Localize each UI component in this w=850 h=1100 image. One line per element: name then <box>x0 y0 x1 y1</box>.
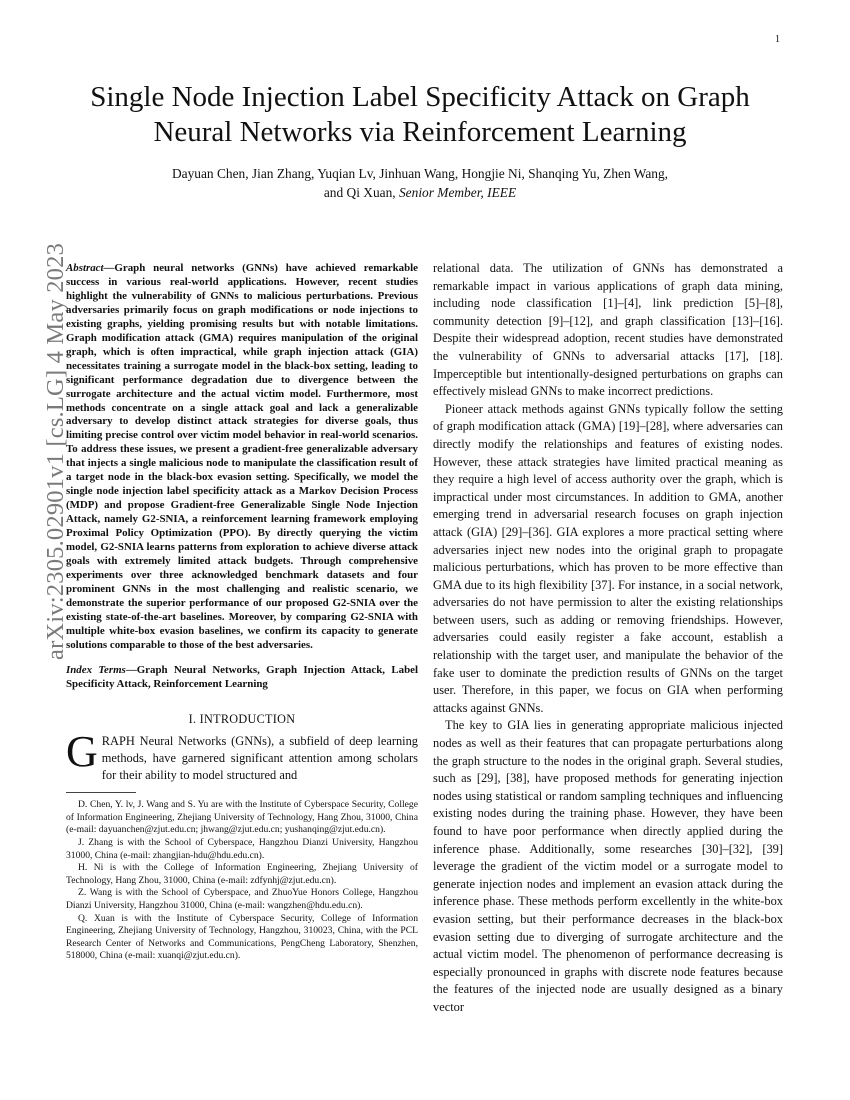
body-paragraph: Pioneer attack methods against GNNs typically follow the setting of graph modification attack (GMA) [19]–[28], where adversaries can directly modify the relationships and features of existing nodes. However, these attack strategies have limited practical meaning as they require a high level of access authority over the graph, which is impractical under most circumstances. In addition to GMA, another emerging trend in adversarial research focuses on graph injection attack (GIA) [29]–[36]. GIA explores a more practical setting where adversaries inject new nodes into the original graph to propagate malicious perturbations, which has proven to be more effective than GMA due to its high flexibility [37]. For instance, in a social network, adversaries do not have permission to alter the existing relationships between users, such as adding or removing friendships. However, adversaries could easily register a fake account, establish a relationship with the target user, and manipulate the behavior of the fake user to dominate the prediction results of GNNs on the target user. Therefore, in this paper, we focus on GIA when performing attacks against GNNs. <box>433 401 783 715</box>
footnote: D. Chen, Y. lv, J. Wang and S. Yu are with the Institute of Cyberspace Security, College of Information Engineering, Zhejiang University of Technology, Hang Zhou, 31000, China (e-mail: dayuanchen@zjut.edu.cn; jhwang@zjut.edu.cn; yushanqing@zjut.edu.cn). <box>66 799 418 836</box>
abstract-text: Graph neural networks (GNNs) have achieved remarkable success in various real-world applications. However, recent studies highlight the vulnerability of GNNs to malicious perturbations. Previous adversaries primarily focus on graph modifications or node injections to existing graphs, yielding promising results but with notable limitations. Graph modification attack (GMA) requires manipulation of the original graph, which is often impractical, while graph injection attack (GIA) necessitates training a surrogate model in the black-box setting, leading to significant performance degradation due to divergence between the surrogate architecture and the actual victim model. Furthermore, most methods concentrate on a single attack goal and lack a generalizable adversary to develop distinct attack strategies for diverse goals, thus limiting precise control over victim model behavior in real-world scenarios. To address these issues, we present a gradient-free generalizable adversary that injects a single malicious node to manipulate the classification result of a target node in the black-box evasion setting. Specifically, we model the single node injection label specificity attack as a Markov Decision Process (MDP) and propose Gradient-free Generalizable Single Node Injection Attack, namely G2-SNIA, a reinforcement learning framework employing Proximal Policy Optimization (PPO). By directly querying the victim model, G2-SNIA learns patterns from exploration to achieve diverse attack goals with extremely limited attack budgets. Through comprehensive experiments over three acknowledged benchmark datasets and four prominent GNNs in the most challenging and realistic scenario, we demonstrate the superior performance of our proposed G2-SNIA over the existing state-of-the-art baselines. Moreover, by comparing G2-SNIA with multiple white-box evasion baselines, we confirm its capacity to generate solutions comparable to those of the best adversaries. <box>66 262 418 651</box>
footnote: Z. Wang is with the School of Cyberspace, and ZhuoYue Honors College, Hangzhou Dianzi University, Hangzhou 31000, China (e-mail: wangzhen@hdu.edu.cn). <box>66 887 418 911</box>
footnote: J. Zhang is with the School of Cyberspace, Hangzhou Dianzi University, Hangzhou 31000, China (e-mail: zhangjian-hdu@hdu.edu.cn). <box>66 836 418 861</box>
body-paragraph: The key to GIA lies in generating appropriate malicious injected nodes as well as their features that can propagate perturbations along the graph structure to the nodes in the original graph. Several studies, such as [29], [38], have proposed methods for generating injection nodes using statistical or random sampling techniques and influencing existing nodes during the training phase. However, they have been found to have poor performance when directly applied during the inference phase. Additionally, some researches [30]–[32], [39] leverage the gradient of the victim model or a surrogate model to generate injection nodes and implement an evasion attack during the inference phase. These methods perform excellently in the white-box evasion setting, but their performance decreases in the black-box evasion setting due to diverging of surrogate architecture and the actual victim model. The phenomenon of performance decreasing is especially pronounced in graphs with discrete node features because the features of the injected node are usually designed as a binary vector <box>433 718 783 1014</box>
page-number: 1 <box>775 34 780 45</box>
footnote: H. Ni is with the College of Information Engineering, Zhejiang University of Technology, Hang Zhou, 31000, China (e-mail: zdfynhj@zjut.edu.cn). <box>66 862 418 886</box>
index-terms-label: Index Terms <box>66 663 126 676</box>
footnotes <box>66 799 418 963</box>
paper-title: Single Node Injection Label Specificity Attack on Graph Neural Networks via Reinforcement Learning <box>90 81 750 148</box>
right-column <box>433 260 783 1017</box>
abstract: Abstract—Graph neural networks (GNNs) have achieved remarkable success in various real-world applications. However, recent studies highlight the vulnerability of GNNs to malicious perturbations. Previous adversaries primarily focus on graph modifications or node injections to existing graphs, yielding promising results but with notable limitations. Graph modification attack (GMA) requires manipulation of the original graph, which is often impractical, while graph injection attack (GIA) necessitates training a surrogate model in the black-box setting, leading to significant performance degradation due to divergence between the surrogate architecture and the actual victim model. Furthermore, most methods concentrate on a single attack goal and lack a generalizable adversary to develop distinct attack strategies for diverse goals, thus limiting precise control over victim model behavior in real-world scenarios. To address these issues, we present a gradient-free generalizable adversary that injects a single malicious node to manipulate the classification result of a target node in the black-box evasion setting. Specifically, we model the single node injection label specificity attack as a Markov Decision Process (MDP) and propose Gradient-free Generalizable Single Node Injection Attack, namely G2-SNIA, a reinforcement learning framework employing Proximal Policy Optimization (PPO). By directly querying the victim model, G2-SNIA learns patterns from exploration to achieve diverse attack goals with extremely limited attack budgets. Through comprehensive experiments over three acknowledged benchmark datasets and four prominent GNNs in the most challenging and realistic scenario, we demonstrate the superior performance of our proposed G2-SNIA over the existing state-of-the-art baselines. Moreover, by comparing G2-SNIA with multiple white-box evasion baselines, we confirm its capacity to generate solutions comparable to those of the best adversaries. <box>66 262 418 651</box>
drop-cap: G <box>66 726 98 776</box>
author-line-2-names: and Qi Xuan, <box>323 185 399 200</box>
abstract-label: Abstract <box>66 262 104 274</box>
left-column <box>66 262 418 963</box>
index-terms-text: Graph Neural Networks, Graph Injection Attack, Label Specificity Attack, Reinforcement Learning <box>66 663 418 690</box>
author-line-1: Dayuan Chen, Jian Zhang, Yuqian Lv, Jinhuan Wang, Hongjie Ni, Shanqing Yu, Zhen Wang, <box>171 166 669 181</box>
footnote: Q. Xuan is with the Institute of Cyberspace Security, College of Information Engineering, Zhejiang University of Technology, Hangzhou, 310023, China, with the PCL Research Center of Networks and Communications, PengCheng Laboratory, Shenzhen, 518000, China (e-mail: xuanqi@zjut.edu.cn). <box>66 912 418 962</box>
author-list <box>130 164 710 202</box>
section-heading-introduction: I. INTRODUCTION <box>188 711 296 726</box>
index-terms: Index Terms—Graph Neural Networks, Graph Injection Attack, Label Specificity Attack, Reinforcement Learning <box>66 663 418 690</box>
author-line-2 <box>130 183 710 202</box>
footnote-rule <box>66 792 136 793</box>
author-role: Senior Member, IEEE <box>398 185 517 200</box>
intro-paragraph <box>66 726 418 785</box>
intro-text: RAPH Neural Networks (GNNs), a subfield of deep learning methods, have garnered significant attention among scholars for their ability to model structured and <box>101 733 418 782</box>
arxiv-stamp: arXiv:2305.02901v1 [cs.LG] 4 May 2023 <box>42 242 69 660</box>
body-paragraph: relational data. The utilization of GNNs has demonstrated a remarkable impact in various applications of graph data mining, including node classification [1]–[4], link prediction [5]–[8], community detection [9]–[12], and graph classification [13]–[16]. Despite their widespread adoption, recent studies have demonstrated the vulnerability of GNNs to adversarial attacks [17], [18]. Imperceptible but intentionally-designed perturbations on graphs can effectively mislead GNNs to make incorrect predictions. <box>433 261 783 399</box>
